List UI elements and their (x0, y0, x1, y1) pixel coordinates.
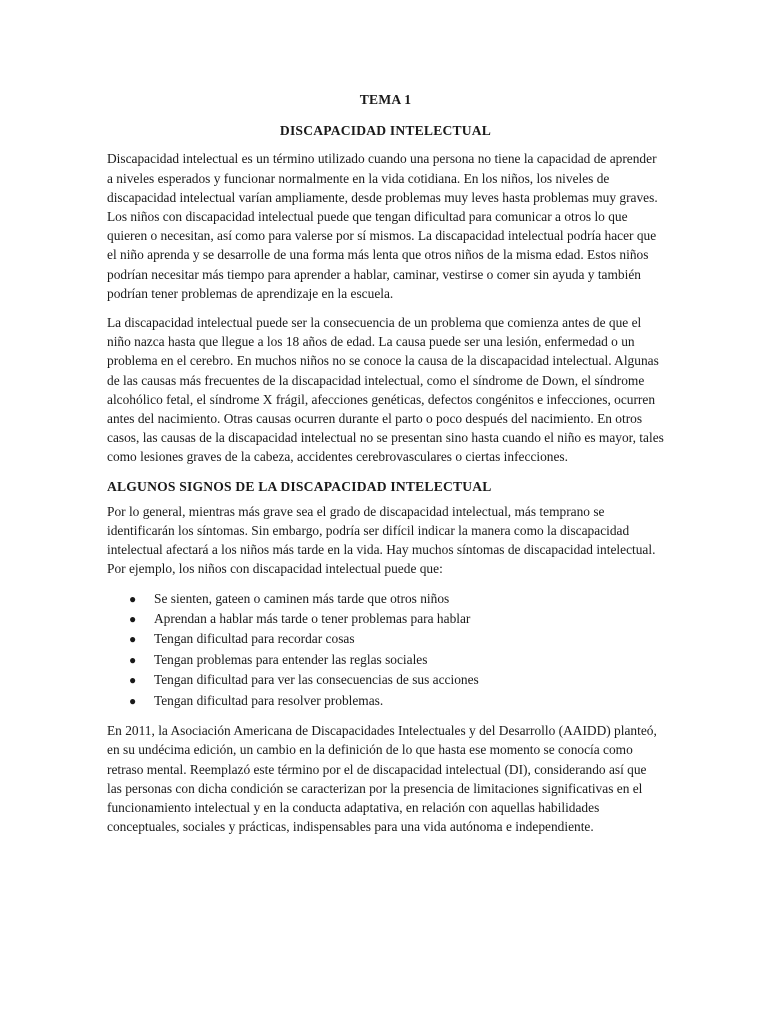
list-item (107, 589, 664, 609)
document-title: TEMA 1 (359, 92, 412, 107)
signs-list (107, 589, 664, 711)
list-item-text: Aprendan a hablar más tarde o tener problemas para hablar (154, 611, 471, 627)
list-item-text: Se sienten, gateen o caminen más tarde que otros niños (154, 590, 450, 606)
bullet-icon: ● (129, 673, 137, 688)
bullet-icon: ● (129, 612, 137, 627)
bullet-icon: ● (129, 632, 137, 647)
list-item (107, 670, 664, 690)
list-item (107, 609, 664, 629)
list-item-text: Tengan problemas para entender las reglas sociales (154, 651, 428, 667)
document-subtitle: DISCAPACIDAD INTELECTUAL (279, 123, 492, 139)
signs-intro-paragraph: Por lo general, mientras más grave sea el grado de discapacidad intelectual, más temprano se identificarán los síntomas. Sin embargo, podría ser difícil indicar la manera como la discapacidad intelectual afectará a los niños más tarde en la vida. Hay muchos síntomas de discapacidad intelectual. Por ejemplo, los niños con discapacidad intelectual puede que: (107, 503, 656, 577)
list-item (107, 650, 664, 670)
list-item (107, 691, 664, 711)
list-item (107, 629, 664, 649)
section-heading: ALGUNOS SIGNOS DE LA DISCAPACIDAD INTELECTUAL (107, 478, 492, 494)
list-item-text: Tengan dificultad para ver las consecuencias de sus acciones (154, 672, 479, 688)
list-item-text: Tengan dificultad para resolver problemas. (154, 692, 384, 708)
bullet-icon: ● (129, 693, 137, 708)
bullet-icon: ● (129, 652, 137, 667)
causes-paragraph: La discapacidad intelectual puede ser la consecuencia de un problema que comienza antes de que el niño nazca hasta que llegue a los 18 años de edad. La causa puede ser una lesión, enfermedad o un problema en el cerebro. En muchos niños no se conoce la causa de la discapacidad intelectual. Algunas de las causas más frecuentes de la discapacidad intelectual, como el síndrome de Down, el síndrome alcohólico fetal, el síndrome X frágil, afecciones genéticas, defectos congénitos e infecciones, ocurren antes del nacimiento. Otras causas ocurren durante el parto o poco después del nacimiento. En otros casos, las causas de la discapacidad intelectual no se presentan sino hasta cuando el niño es mayor, tales como lesiones graves de la cabeza, accidentes cerebrovasculares o ciertas infecciones. (107, 315, 664, 465)
list-item-text: Tengan dificultad para recordar cosas (154, 631, 355, 647)
aaidd-paragraph: En 2011, la Asociación Americana de Discapacidades Intelectuales y del Desarrollo (AAIDD) planteó, en su undécima edición, un cambio en la definición de lo que hasta ese momento se conocía como retraso mental. Reemplazó este término por el de discapacidad intelectual (DI), considerando así que las personas con dicha condición se caracterizan por la presencia de limitaciones significativas en el funcionamiento intelectual y en la conducta adaptativa, en relación con aquellas habilidades conceptuales, sociales y prácticas, indispensables para una vida autónoma e independiente. (107, 723, 657, 835)
intro-paragraph: Discapacidad intelectual es un término utilizado cuando una persona no tiene la capacidad de aprender a niveles esperados y funcionar normalmente en la vida cotidiana. En los niños, los niveles de discapacidad intelectual varían ampliamente, desde problemas muy leves hasta problemas muy graves. Los niños con discapacidad intelectual puede que tengan dificultad para comunicar a otros lo que quieren o necesitan, así como para valerse por sí mismos. La discapacidad intelectual podría hacer que el niño aprenda y se desarrolle de una forma más lenta que otros niños de la misma edad. Estos niños podrían necesitar más tiempo para aprender a hablar, caminar, vestirse o comer sin ayuda y también podrían tener problemas de aprendizaje en la escuela. (107, 151, 658, 301)
bullet-icon: ● (129, 591, 137, 606)
